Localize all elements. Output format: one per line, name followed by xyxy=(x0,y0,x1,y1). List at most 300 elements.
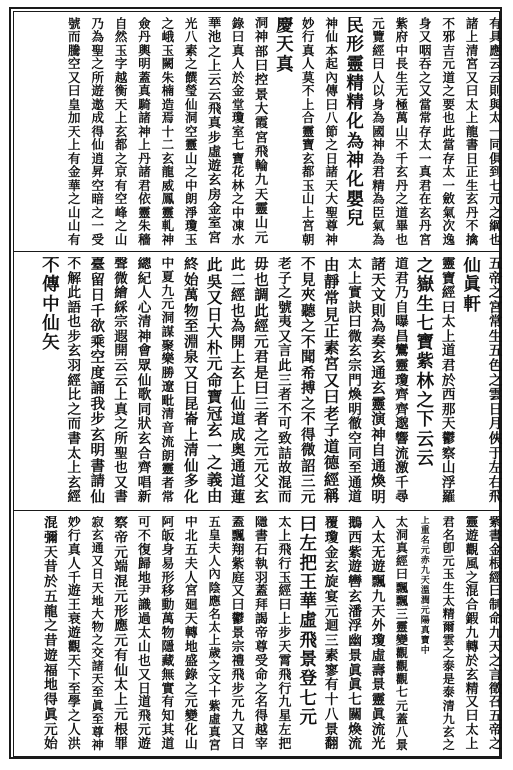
glyph: 太 xyxy=(442,164,455,180)
glyph: 太 xyxy=(208,619,221,634)
glyph: 而 xyxy=(278,489,292,506)
glyph: 洪 xyxy=(67,737,81,752)
glyph: 觀 xyxy=(395,646,408,661)
glyph: 此 xyxy=(67,285,82,302)
glyph: 萬 xyxy=(161,612,175,628)
glyph: 云 xyxy=(489,69,502,85)
glyph: 玄 xyxy=(206,420,223,440)
glyph: 眞 xyxy=(348,677,362,694)
glyph: 下 xyxy=(416,410,435,431)
glyph: 諸 xyxy=(138,164,151,180)
glyph: 下 xyxy=(67,667,81,683)
glyph: 正 xyxy=(465,164,479,180)
glyph: 形 xyxy=(161,570,175,586)
glyph: 空 xyxy=(90,349,105,366)
glyph: 可 xyxy=(138,516,151,530)
glyph: 九 xyxy=(465,626,479,641)
glyph: 經 xyxy=(67,489,82,506)
glyph: 穡 xyxy=(138,231,151,247)
glyph: 上 xyxy=(465,737,479,752)
glyph: 素 xyxy=(324,647,339,664)
text-column xyxy=(39,257,62,507)
glyph: 昌 xyxy=(395,328,409,345)
glyph: 溫 xyxy=(420,586,430,596)
glyph: 為 xyxy=(372,110,385,126)
glyph: 始 xyxy=(44,736,58,753)
glyph: 之 xyxy=(185,56,198,72)
glyph: 雲 xyxy=(442,632,455,647)
glyph: 又 xyxy=(138,667,151,683)
text-column xyxy=(320,516,343,754)
glyph: 羅 xyxy=(441,489,456,506)
glyph: 也 xyxy=(114,460,128,477)
glyph: 景 xyxy=(231,626,245,641)
text-column xyxy=(484,257,507,507)
glyph: 也 xyxy=(254,271,269,289)
text-column xyxy=(203,17,226,248)
glyph: 凍 xyxy=(231,218,245,234)
glyph: 元 xyxy=(184,695,198,711)
glyph: 靈 xyxy=(346,54,364,75)
glyph: 宮 xyxy=(488,299,503,316)
glyph: 太 xyxy=(489,110,502,126)
glyph: 風 xyxy=(465,556,479,572)
glyph: 之 xyxy=(419,69,432,85)
glyph: 曰 xyxy=(231,598,245,614)
glyph: 上 xyxy=(420,516,430,526)
glyph: 紫 xyxy=(395,17,409,31)
glyph: 太 xyxy=(442,593,455,608)
glyph: 上 xyxy=(68,137,81,153)
text-column xyxy=(156,516,179,754)
glyph: 道 xyxy=(323,436,340,456)
glyph: 月 xyxy=(488,416,503,433)
glyph: 迴 xyxy=(324,618,339,635)
glyph: 鵝 xyxy=(348,516,362,531)
glyph: 樂 xyxy=(161,352,175,368)
glyph: 五 xyxy=(488,257,503,272)
glyph: 於 xyxy=(441,372,456,389)
glyph: 混 xyxy=(465,584,479,600)
glyph: 山 xyxy=(254,216,269,232)
glyph: 精 xyxy=(465,681,479,697)
glyph: 慶 xyxy=(276,17,294,36)
glyph: 萬 xyxy=(395,110,409,126)
glyph: 之 xyxy=(206,453,223,473)
glyph: 聲 xyxy=(114,257,128,272)
glyph: 之 xyxy=(416,257,435,276)
glyph: 云 xyxy=(114,372,128,389)
glyph: 元 xyxy=(372,17,385,31)
glyph: 帝 xyxy=(255,626,268,641)
glyph: 可 xyxy=(278,416,292,433)
glyph: 仙 xyxy=(463,257,481,276)
glyph: 俱 xyxy=(489,150,502,166)
glyph: 之 xyxy=(489,653,502,669)
glyph: 宮 xyxy=(184,584,198,600)
glyph: 繪 xyxy=(114,285,128,302)
glyph: 元 xyxy=(254,333,269,351)
glyph: 日 xyxy=(488,401,503,418)
glyph: 曰 xyxy=(395,567,408,582)
text-column xyxy=(344,516,367,754)
glyph: 寶 xyxy=(441,270,456,287)
glyph: 實 xyxy=(348,285,362,302)
glyph: 煥 xyxy=(371,473,386,490)
glyph: 威 xyxy=(161,177,175,193)
panel-divider-2 xyxy=(13,510,500,511)
glyph: 元 xyxy=(231,695,245,711)
glyph: 訣 xyxy=(348,299,362,316)
glyph: 自 xyxy=(371,442,386,459)
glyph: 千 xyxy=(67,570,81,586)
glyph: 太 xyxy=(67,445,82,462)
glyph: 學 xyxy=(67,695,81,711)
glyph: 素 xyxy=(185,42,198,58)
glyph: 夾 xyxy=(301,287,316,304)
glyph: 水 xyxy=(231,231,245,247)
glyph: 本 xyxy=(325,42,338,58)
glyph: 府 xyxy=(395,29,409,45)
glyph: 也 xyxy=(67,314,82,331)
glyph: 山 xyxy=(302,191,315,207)
glyph: 逸 xyxy=(442,231,455,247)
glyph: 廻 xyxy=(184,598,198,614)
glyph: 朴 xyxy=(206,337,223,357)
glyph: 有 xyxy=(68,231,81,247)
glyph: 之 xyxy=(488,372,503,389)
glyph: 大 xyxy=(254,101,269,117)
glyph: 號 xyxy=(278,299,292,316)
glyph: 行 xyxy=(302,29,315,45)
glyph: 流 xyxy=(371,721,386,738)
glyph: 留 xyxy=(90,271,105,289)
glyph: 是 xyxy=(442,672,455,687)
glyph: 空 xyxy=(348,430,362,447)
glyph: 三 xyxy=(278,372,292,389)
glyph: 寶 xyxy=(206,387,223,407)
glyph: 聖 xyxy=(325,204,338,220)
glyph: 要 xyxy=(442,96,455,112)
glyph: 根 xyxy=(114,721,128,738)
glyph: 玄 xyxy=(137,430,152,447)
glyph: 飛 xyxy=(278,667,292,683)
glyph: 吉 xyxy=(442,42,455,58)
glyph: 君 xyxy=(372,164,385,180)
glyph: 上 xyxy=(114,110,128,126)
glyph: 花 xyxy=(231,164,245,180)
glyph: 響 xyxy=(395,430,409,447)
glyph: 也 xyxy=(230,302,246,320)
text-column xyxy=(250,516,273,754)
glyph: 步 xyxy=(208,130,222,146)
glyph: 仙 xyxy=(42,313,60,334)
glyph: 上 xyxy=(302,204,315,220)
glyph: 氣 xyxy=(442,204,455,220)
glyph: 諸 xyxy=(465,17,479,31)
glyph: 我 xyxy=(90,395,105,413)
glyph: 之 xyxy=(301,395,316,413)
glyph: 所 xyxy=(114,430,128,447)
glyph: 為 xyxy=(372,191,385,207)
glyph: 聖 xyxy=(114,445,128,462)
glyph: 混 xyxy=(114,574,128,590)
glyph: 一 xyxy=(489,123,502,139)
glyph: 鬱 xyxy=(441,430,456,447)
glyph: 玉 xyxy=(185,231,198,247)
glyph: 名 xyxy=(442,528,455,543)
glyph: 空 xyxy=(68,56,81,72)
glyph: 朱 xyxy=(161,69,175,85)
glyph: 經 xyxy=(67,372,82,389)
glyph: 義 xyxy=(206,469,223,489)
glyph: 父 xyxy=(254,473,269,490)
glyph: 之 xyxy=(416,391,435,412)
glyph: 有 xyxy=(68,150,81,166)
glyph: 尹 xyxy=(138,584,151,600)
glyph: 尊 xyxy=(255,639,268,655)
glyph: 隱 xyxy=(255,516,268,530)
glyph: 瓊 xyxy=(231,110,245,126)
glyph: 臺 xyxy=(90,257,105,273)
glyph: 見 xyxy=(301,271,316,289)
glyph: 謀 xyxy=(161,324,175,340)
glyph: 玉 xyxy=(278,570,292,586)
glyph: 音 xyxy=(161,421,175,437)
glyph: 吞 xyxy=(419,56,432,72)
glyph: 聖 xyxy=(91,42,104,58)
glyph: 曰 xyxy=(254,380,269,397)
glyph: 曰 xyxy=(348,314,362,331)
glyph: 齊 xyxy=(395,387,409,404)
glyph: 鍜 xyxy=(465,612,479,628)
glyph: 綵 xyxy=(114,299,128,316)
glyph: 元 xyxy=(138,723,151,739)
glyph: 書 xyxy=(489,528,502,544)
glyph: 之 xyxy=(68,191,81,207)
glyph: 同 xyxy=(348,445,362,462)
glyph: 步 xyxy=(67,328,82,345)
glyph: 地 xyxy=(184,639,198,655)
glyph: 不 xyxy=(67,257,82,272)
glyph: 之 xyxy=(255,681,268,697)
glyph: 丹 xyxy=(138,29,151,45)
glyph: 仙 xyxy=(184,457,199,475)
glyph: 得 xyxy=(44,692,58,708)
glyph: 玉 xyxy=(114,42,128,58)
text-column xyxy=(203,516,226,754)
glyph: 日 xyxy=(465,150,479,166)
text-column xyxy=(133,17,156,248)
glyph: 太 xyxy=(419,137,432,153)
glyph: 齊 xyxy=(395,401,409,418)
glyph: 此 xyxy=(206,257,223,274)
glyph: 天 xyxy=(44,544,58,561)
text-column xyxy=(227,516,250,754)
glyph: 軒 xyxy=(463,294,481,315)
glyph: 云 xyxy=(208,87,222,103)
glyph: 人 xyxy=(372,69,385,85)
glyph: 登 xyxy=(299,669,318,690)
glyph: 大 xyxy=(206,321,223,341)
glyph: 不 xyxy=(395,137,409,153)
glyph: 淨 xyxy=(185,204,198,220)
glyph: 之 xyxy=(114,416,128,433)
glyph: 諸 xyxy=(91,659,104,674)
glyph: 眾 xyxy=(137,358,152,375)
glyph: 幽 xyxy=(348,633,362,649)
glyph: 都 xyxy=(114,137,128,153)
glyph: 微 xyxy=(301,442,316,459)
glyph: 尋 xyxy=(395,489,409,506)
glyph: 右 xyxy=(488,474,503,491)
glyph: 道 xyxy=(230,473,246,490)
glyph: 帝 xyxy=(489,723,502,739)
glyph: 道 xyxy=(441,343,456,360)
glyph: 欲 xyxy=(90,318,105,335)
glyph: 君 xyxy=(254,349,269,366)
glyph: 曰 xyxy=(254,58,269,74)
glyph: 鬱 xyxy=(231,612,245,628)
glyph: 綱 xyxy=(489,218,502,234)
glyph: 易 xyxy=(161,556,175,572)
glyph: 察 xyxy=(114,516,128,531)
glyph: 造 xyxy=(161,96,175,112)
glyph: 觀 xyxy=(395,659,408,674)
glyph: 化 xyxy=(184,723,198,739)
glyph: 玄 xyxy=(161,150,175,166)
glyph: 者 xyxy=(161,476,175,492)
glyph: 名 xyxy=(208,606,221,621)
glyph: 命 xyxy=(255,667,268,683)
glyph: 子 xyxy=(323,420,340,440)
glyph: 曰 xyxy=(489,584,502,600)
glyph: 化 xyxy=(184,488,199,506)
glyph: 眞 xyxy=(463,275,481,296)
text-column xyxy=(437,516,460,754)
text-column xyxy=(227,17,250,248)
glyph: 上 xyxy=(465,29,479,45)
glyph: 宮 xyxy=(302,218,315,234)
glyph: 變 xyxy=(184,709,198,725)
glyph: 尊 xyxy=(91,724,104,739)
glyph: 咽 xyxy=(419,42,432,58)
glyph: 又 xyxy=(184,364,199,382)
glyph: 五 xyxy=(488,343,503,360)
glyph: 玄 xyxy=(90,426,105,444)
glyph: 云 xyxy=(114,358,128,375)
glyph: 王 xyxy=(299,572,318,593)
glyph: 焉 xyxy=(161,110,175,126)
glyph: 請 xyxy=(90,473,105,490)
glyph: 齊 xyxy=(137,460,152,477)
glyph: 之 xyxy=(395,191,409,207)
glyph: 之 xyxy=(114,218,128,234)
glyph: 經 xyxy=(254,318,269,335)
glyph: 遊 xyxy=(348,559,362,576)
glyph: 色 xyxy=(488,358,503,375)
glyph: 玄 xyxy=(442,724,455,739)
glyph: 之 xyxy=(91,204,104,220)
glyph: 錄 xyxy=(184,667,198,683)
glyph: 元 xyxy=(395,698,408,713)
glyph: 千 xyxy=(395,150,409,166)
glyph: 遊 xyxy=(91,83,104,99)
glyph: 又 xyxy=(68,69,81,85)
glyph: 七 xyxy=(348,692,362,708)
glyph: 日 xyxy=(90,287,105,304)
glyph: 名 xyxy=(420,536,430,546)
glyph: 潘 xyxy=(348,603,362,620)
glyph: 關 xyxy=(348,706,362,723)
glyph: 之 xyxy=(442,83,455,99)
glyph: 元 xyxy=(442,554,455,569)
glyph: 精 xyxy=(372,177,385,193)
text-column xyxy=(461,257,484,507)
text-column xyxy=(273,17,296,248)
glyph: 不 xyxy=(138,528,151,544)
glyph: 金 xyxy=(208,202,222,218)
glyph: 之 xyxy=(325,137,338,153)
glyph: 通 xyxy=(371,457,386,475)
glyph: 北 xyxy=(184,528,198,544)
glyph: 之 xyxy=(91,632,104,647)
glyph: 神 xyxy=(371,426,386,444)
text-column xyxy=(156,257,179,507)
glyph: 行 xyxy=(67,528,81,544)
glyph: 同 xyxy=(137,401,152,418)
glyph: 生 xyxy=(465,177,479,193)
glyph: 成 xyxy=(230,426,246,444)
glyph: 演 xyxy=(371,411,386,428)
text-column xyxy=(63,257,86,507)
glyph: 帝 xyxy=(488,270,503,287)
glyph: 此 xyxy=(254,302,269,320)
glyph: 上 xyxy=(465,110,479,126)
glyph: 致 xyxy=(278,430,292,447)
glyph: 元 xyxy=(254,230,269,246)
glyph: 言 xyxy=(278,343,292,360)
glyph: 空 xyxy=(91,177,104,193)
glyph: 過 xyxy=(138,612,151,628)
text-column xyxy=(367,257,390,507)
glyph: 諸 xyxy=(325,164,338,180)
glyph: 不 xyxy=(465,218,479,234)
glyph: 得 xyxy=(255,709,268,725)
glyph: 丹 xyxy=(419,218,432,234)
glyph: 翔 xyxy=(231,542,245,558)
glyph: 遼 xyxy=(161,379,175,395)
glyph: 歸 xyxy=(138,556,151,572)
glyph: 經 xyxy=(395,554,408,569)
glyph: 流 xyxy=(395,445,409,462)
glyph: 飄 xyxy=(231,528,245,544)
glyph: 華 xyxy=(299,592,318,613)
glyph: 自 xyxy=(395,299,409,316)
glyph: 紫 xyxy=(231,556,245,572)
glyph: 昔 xyxy=(44,559,58,576)
glyph: 空 xyxy=(185,123,198,139)
glyph: 識 xyxy=(138,598,151,614)
glyph: 常 xyxy=(323,288,340,308)
glyph: 虛 xyxy=(371,647,386,664)
glyph: 知 xyxy=(161,709,175,725)
glyph: 真 xyxy=(114,401,128,418)
glyph: 卽 xyxy=(442,541,455,556)
glyph: 曰 xyxy=(325,96,338,112)
glyph: 靈 xyxy=(302,123,315,139)
glyph: 應 xyxy=(208,593,221,608)
